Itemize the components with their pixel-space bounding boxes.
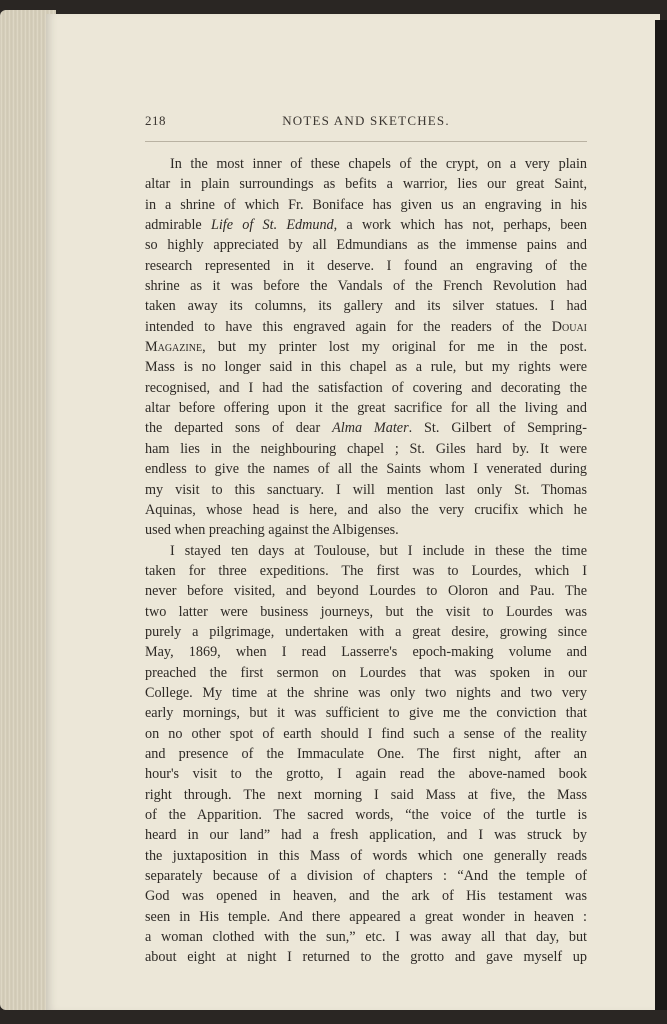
text-line (145, 337, 587, 357)
text-line: heard in our land” had a fresh application, and I was struck by (145, 827, 587, 844)
text-line: recognised, and I had the satisfaction of covering and decorating the (145, 379, 587, 396)
text-line: purely a pilgrimage, undertaken with a great desire, growing since (145, 623, 587, 640)
text-segment: intended to have this engraved again for the readers of the (145, 318, 552, 335)
text-line: God was opened in heaven, and the ark of His testament was (145, 888, 587, 905)
text-line: never before visited, and beyond Lourdes to Oloron and Pau. The (145, 583, 587, 600)
header-rule (145, 141, 587, 142)
text-line: of the Apparition. The sacred words, “the voice of the turtle is (145, 807, 587, 823)
text-line: and presence of the Immaculate One. The first night, after an (145, 745, 587, 762)
text-line: May, 1869, when I read Lasserre's epoch-making volume and (145, 644, 587, 661)
text-line: altar in plain surroundings as befits a warrior, lies our great Saint, (145, 176, 587, 193)
italic-text: Alma Mater (332, 420, 409, 437)
page-header (145, 113, 587, 133)
text-line: my visit to this sanctuary. I will mention last only St. Thomas (145, 481, 587, 498)
text-line: shrine as it was before the Vandals of the French Revolution had (145, 278, 587, 295)
text-segment: , but my printer lost my original for me in the post. (202, 339, 587, 356)
text-line: taken for three expeditions. The first was to Lourdes, which I (145, 562, 587, 579)
text-line: altar before offering upon it the great sacrifice for all the living and (145, 400, 587, 417)
text-line (145, 215, 587, 235)
text-line: a woman clothed with the sun,” etc. I was away all that day, but (145, 929, 587, 946)
text-segment: the departed sons of dear (145, 420, 333, 437)
text-line (145, 317, 587, 337)
text-line: Aquinas, whose head is here, and also the very crucifix which he (145, 501, 587, 518)
text-line: right through. The next morning I said Mass at five, the Mass (145, 786, 587, 803)
text-line: College. My time at the shrine was only two nights and two very (145, 684, 587, 701)
text-line: used when preaching against the Albigenses. (145, 522, 399, 539)
text-line (145, 418, 587, 438)
text-line: so highly appreciated by all Edmundians as the immense pains and (145, 237, 587, 254)
text-line: In the most inner of these chapels of the crypt, on a very plain (170, 156, 587, 172)
text-line: hour's visit to the grotto, I again read the above-named book (145, 766, 587, 783)
text-line: taken away its columns, its gallery and its silver statues. I had (145, 298, 587, 315)
text-line: endless to give the names of all the Saints whom I venerated during (145, 461, 587, 478)
text-segment: admirable (145, 217, 211, 234)
book-spine-shadow (655, 20, 667, 1010)
text-line: preached the first sermon on Lourdes that was spoken in our (145, 664, 587, 681)
italic-text: Life of St. Edmund (210, 217, 334, 234)
text-line: about eight at night I returned to the grotto and gave myself up (145, 949, 587, 966)
text-line: I stayed ten days at Toulouse, but I include in these the time (170, 542, 587, 559)
text-line: ham lies in the neighbouring chapel ; St. Giles hard by. It were (145, 440, 587, 457)
text-segment: , a work which has not, perhaps, been (333, 217, 587, 234)
body-text (145, 154, 587, 968)
running-title: NOTES AND SKETCHES. (282, 113, 450, 128)
text-line: Mass is no longer said in this chapel as a rule, but my rights were (145, 359, 587, 376)
text-segment: . St. Gilbert of Sempring- (408, 420, 587, 437)
page-number: 218 (145, 113, 166, 128)
small-caps-text: Douai (551, 318, 587, 335)
text-line: early mornings, but it was sufficient to give me the conviction that (145, 705, 587, 722)
text-line: the juxtaposition in this Mass of words which one generally reads (145, 847, 587, 864)
text-line: in a shrine of which Fr. Boniface has given us an engraving in his (145, 196, 587, 213)
text-line: separately because of a division of chapters : “And the temple of (145, 868, 587, 885)
text-line: on no other spot of earth should I find such a sense of the reality (145, 725, 587, 742)
text-line: research represented in it deserve. I found an engraving of the (145, 257, 587, 274)
small-caps-text: Magazine (145, 339, 203, 356)
text-line: seen in His temple. And there appeared a great wonder in heaven : (145, 908, 587, 925)
text-line: two latter were business journeys, but the visit to Lourdes was (145, 603, 587, 620)
